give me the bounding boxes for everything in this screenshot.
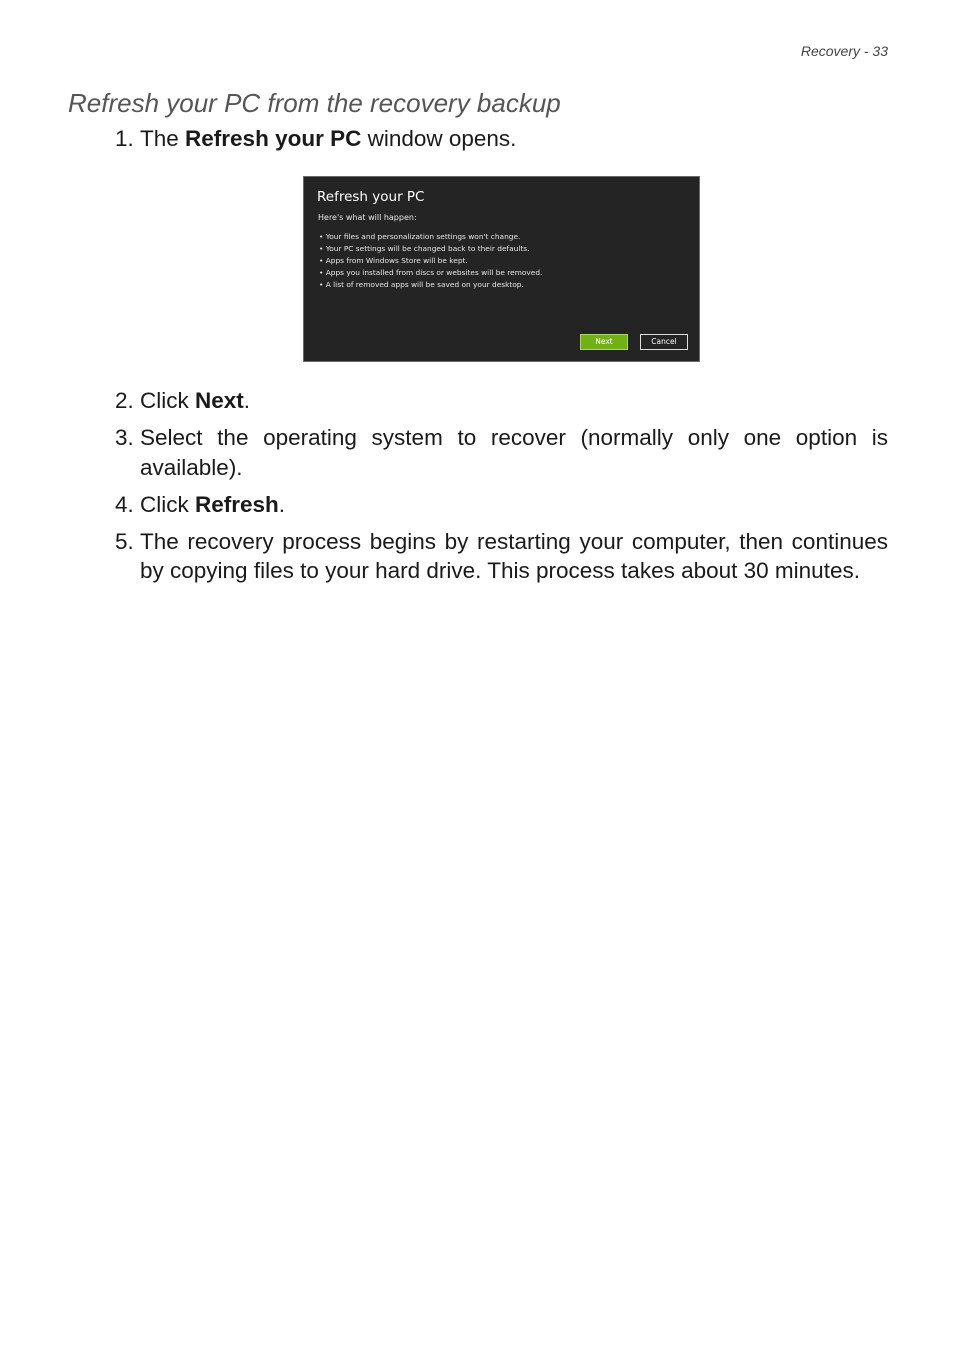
cancel-button[interactable]: Cancel: [640, 334, 688, 350]
running-header: Recovery - 33: [800, 43, 888, 59]
step-text-plain: The: [140, 126, 186, 151]
dialog-bullet: • Apps you installed from discs or websites will be removed.: [319, 267, 542, 279]
step-3: [115, 423, 888, 482]
step-text: [140, 490, 888, 520]
step-number: 5.: [115, 528, 134, 554]
step-number: 3.: [115, 425, 134, 450]
dialog-bullet: • Apps from Windows Store will be kept.: [319, 255, 542, 267]
step-text: The recovery process begins by restarting your computer, then continues by copying files to your hard drive. This process takes about 30 minutes.: [140, 528, 888, 583]
dialog-bullet: • Your PC settings will be changed back to their defaults.: [319, 243, 542, 255]
step-5: [115, 527, 888, 586]
step-text-bold: Refresh: [195, 491, 279, 517]
next-button[interactable]: Next: [580, 334, 628, 350]
steps-list: [115, 124, 888, 161]
step-text-plain: .: [243, 388, 251, 413]
step-text-bold: Next: [195, 388, 244, 413]
step-number: 2.: [115, 388, 134, 413]
step-text-plain: Click: [140, 491, 195, 517]
step-text: Select the operating system to recover (normally only one option is available).: [140, 425, 888, 480]
step-text-bold: Refresh your PC: [185, 126, 362, 151]
step-2: [115, 386, 888, 416]
dialog-bullet: • A list of removed apps will be saved on your desktop.: [319, 279, 542, 291]
step-1: [115, 124, 888, 154]
dialog-subtitle: Here's what will happen:: [318, 213, 417, 222]
section-heading: Refresh your PC from the recovery backup: [68, 88, 561, 118]
step-number: 1.: [115, 126, 134, 151]
step-text: [140, 386, 888, 416]
step-text: [140, 124, 888, 154]
step-number: 4.: [115, 491, 134, 517]
dialog-bullet: • Your files and personalization settings won't change.: [319, 231, 542, 243]
refresh-dialog-screenshot: [303, 176, 700, 362]
step-text-plain: window opens.: [361, 126, 517, 151]
steps-list-continued: [115, 386, 888, 593]
dialog-title: Refresh your PC: [317, 189, 425, 205]
step-text-plain: Click: [140, 388, 195, 413]
step-text-plain: .: [278, 491, 286, 517]
step-4: [115, 490, 888, 520]
dialog-bullet-list: [319, 231, 542, 291]
